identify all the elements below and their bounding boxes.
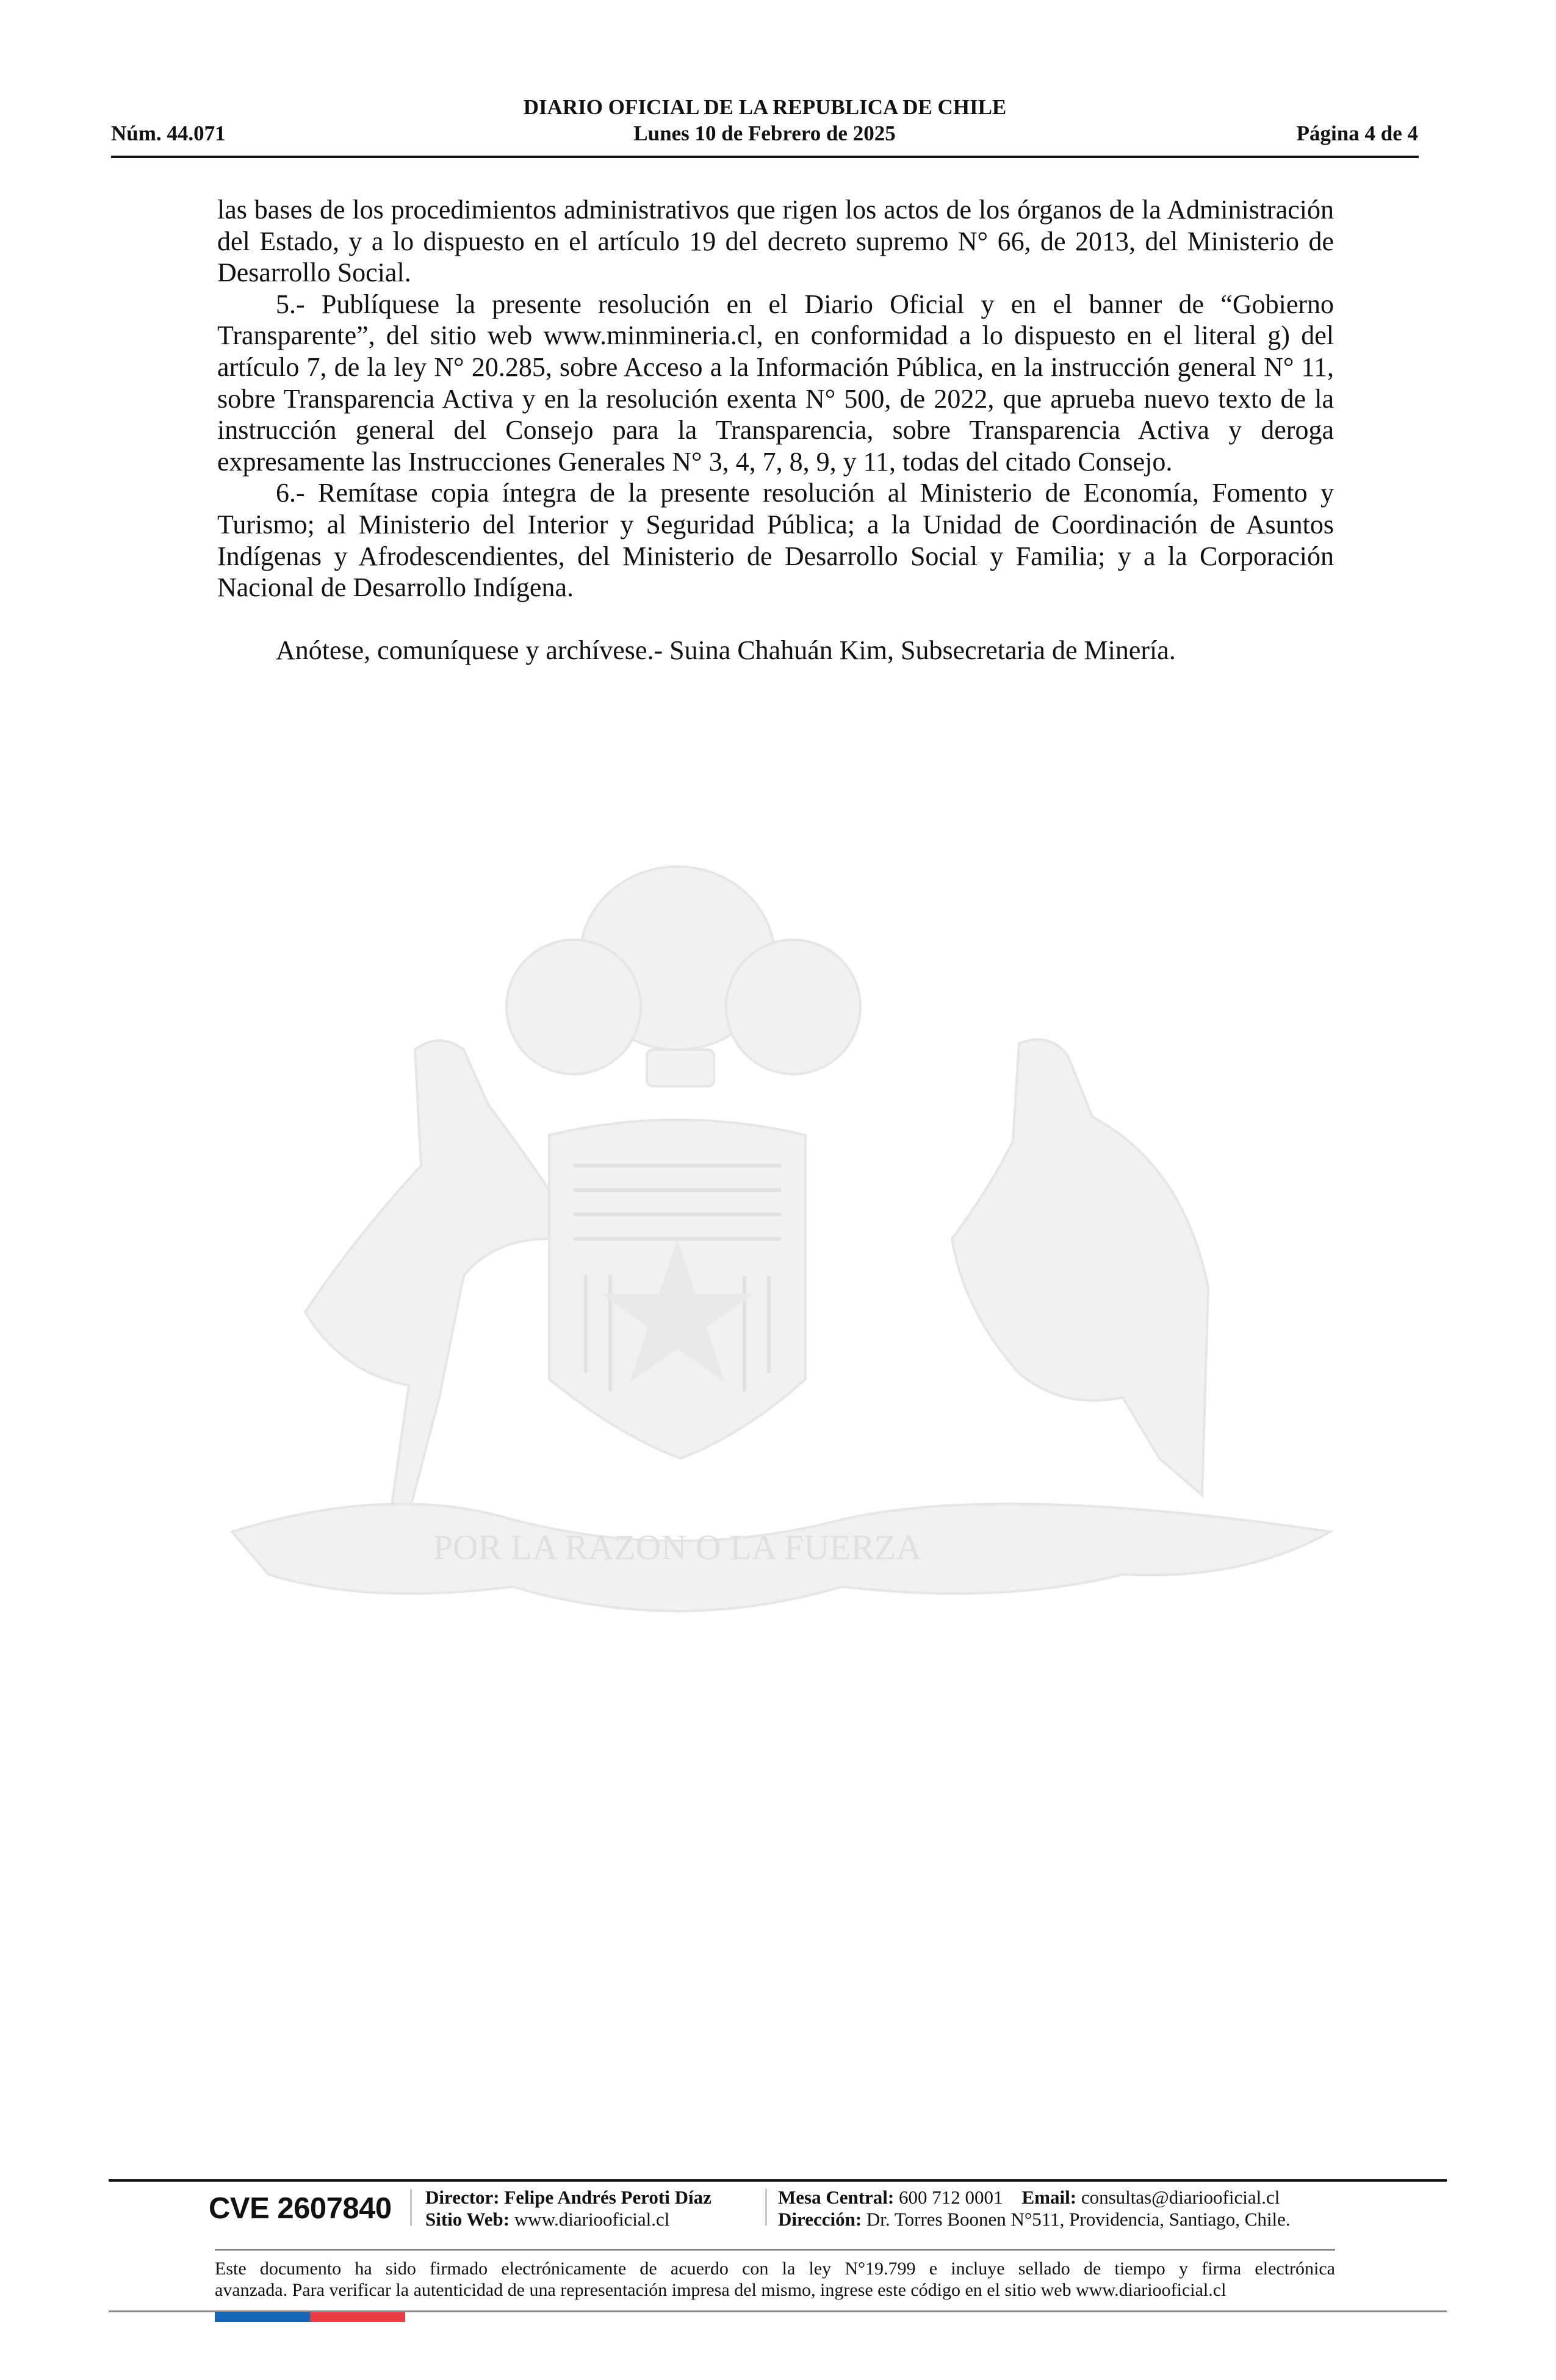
paragraph-5: 5.- Publíquese la presente resolución en el Diario Oficial y en el banner de “Gobierno Transparente”, del sitio web www.minmineria.cl, en conformidad a lo dispuesto en el literal g) del artículo 7, de la ley N° 20.285, sobre Acceso a la Información Pública, en la instrucción general N° 11, sobre Transparencia Activa y en la resolución exenta N° 500, de 2022, que aprueba nuevo texto de la instrucción general del Consejo para la Transparencia, sobre Transparencia Activa y deroga expresamente las Instrucciones Generales N° 3, 4, 7, 8, 9, y 11, todas del citado Consejo. [217, 289, 1334, 477]
header-row [111, 121, 1418, 146]
closing-signature: Anótese, comuníquese y archívese.- Suina Chahuán Kim, Subsecretaria de Minería. [276, 635, 1176, 665]
chile-coat-of-arms-icon [207, 848, 1355, 1660]
footer-separator [765, 2189, 767, 2226]
paragraph-6: 6.- Remítase copia íntegra de la presente resolución al Ministerio de Economía, Fomento y Turismo; al Ministerio del Interior y Seguridad Pública; a la Unidad de Coordinación de Asuntos Indígenas y Afrodescendientes, del Ministerio de Desarrollo Social y Familia; y a la Corporación Nacional de Desarrollo Indígena. [217, 478, 1334, 603]
website-label: Sitio Web: [425, 2209, 510, 2230]
footer-contact-block [778, 2187, 1291, 2230]
page-indicator: Página 4 de 4 [1296, 121, 1418, 145]
header-divider [111, 156, 1419, 158]
email-label: Email: [1021, 2187, 1077, 2208]
footer-divider-middle [215, 2249, 1335, 2251]
address-label: Dirección: [778, 2209, 862, 2230]
phone-number: 600 712 0001 [899, 2187, 1003, 2208]
footer-separator [410, 2189, 412, 2226]
flag-stripe-red [310, 2312, 405, 2322]
director-name: Felipe Andrés Peroti Díaz [504, 2187, 711, 2208]
electronic-signature-notice [215, 2258, 1335, 2301]
footer-director-block [425, 2187, 711, 2230]
address-value: Dr. Torres Boonen N°511, Providencia, Santiago, Chile. [866, 2209, 1291, 2230]
issue-date: Lunes 10 de Febrero de 2025 [633, 121, 896, 145]
email-link[interactable]: consultas@diariooficial.cl [1081, 2187, 1280, 2208]
footer-divider-top [109, 2179, 1447, 2182]
director-label: Director: [425, 2187, 500, 2208]
svg-text:POR LA RAZON O LA FUERZA: POR LA RAZON O LA FUERZA [433, 1527, 922, 1567]
paragraph-continuation: las bases de los procedimientos administrativos que rigen los actos de los órganos de la Administración del Estado, y a lo dispuesto en el artículo 19 del decreto supremo N° 66, de 2013, del Ministerio de Desarrollo Social. [217, 195, 1334, 288]
legal-line-1: Este documento ha sido firmado electrónicamente de acuerdo con la ley N°19.799 e incluye sellado de tiempo y firma electrónica [215, 2259, 1335, 2279]
legal-line-2: avanzada. Para verificar la autenticidad de una representación impresa del mismo, ingrese este código en el sitio web www.diariooficial.cl [215, 2280, 1226, 2300]
newspaper-title: DIARIO OFICIAL DE LA REPUBLICA DE CHILE [523, 95, 1007, 119]
issue-number: Núm. 44.071 [111, 121, 226, 145]
cve-code: CVE 2607840 [209, 2192, 392, 2225]
flag-stripe-blue [215, 2312, 310, 2322]
document-body [217, 194, 1334, 666]
phone-label: Mesa Central: [778, 2187, 895, 2208]
website-link[interactable]: www.diariooficial.cl [514, 2209, 670, 2230]
